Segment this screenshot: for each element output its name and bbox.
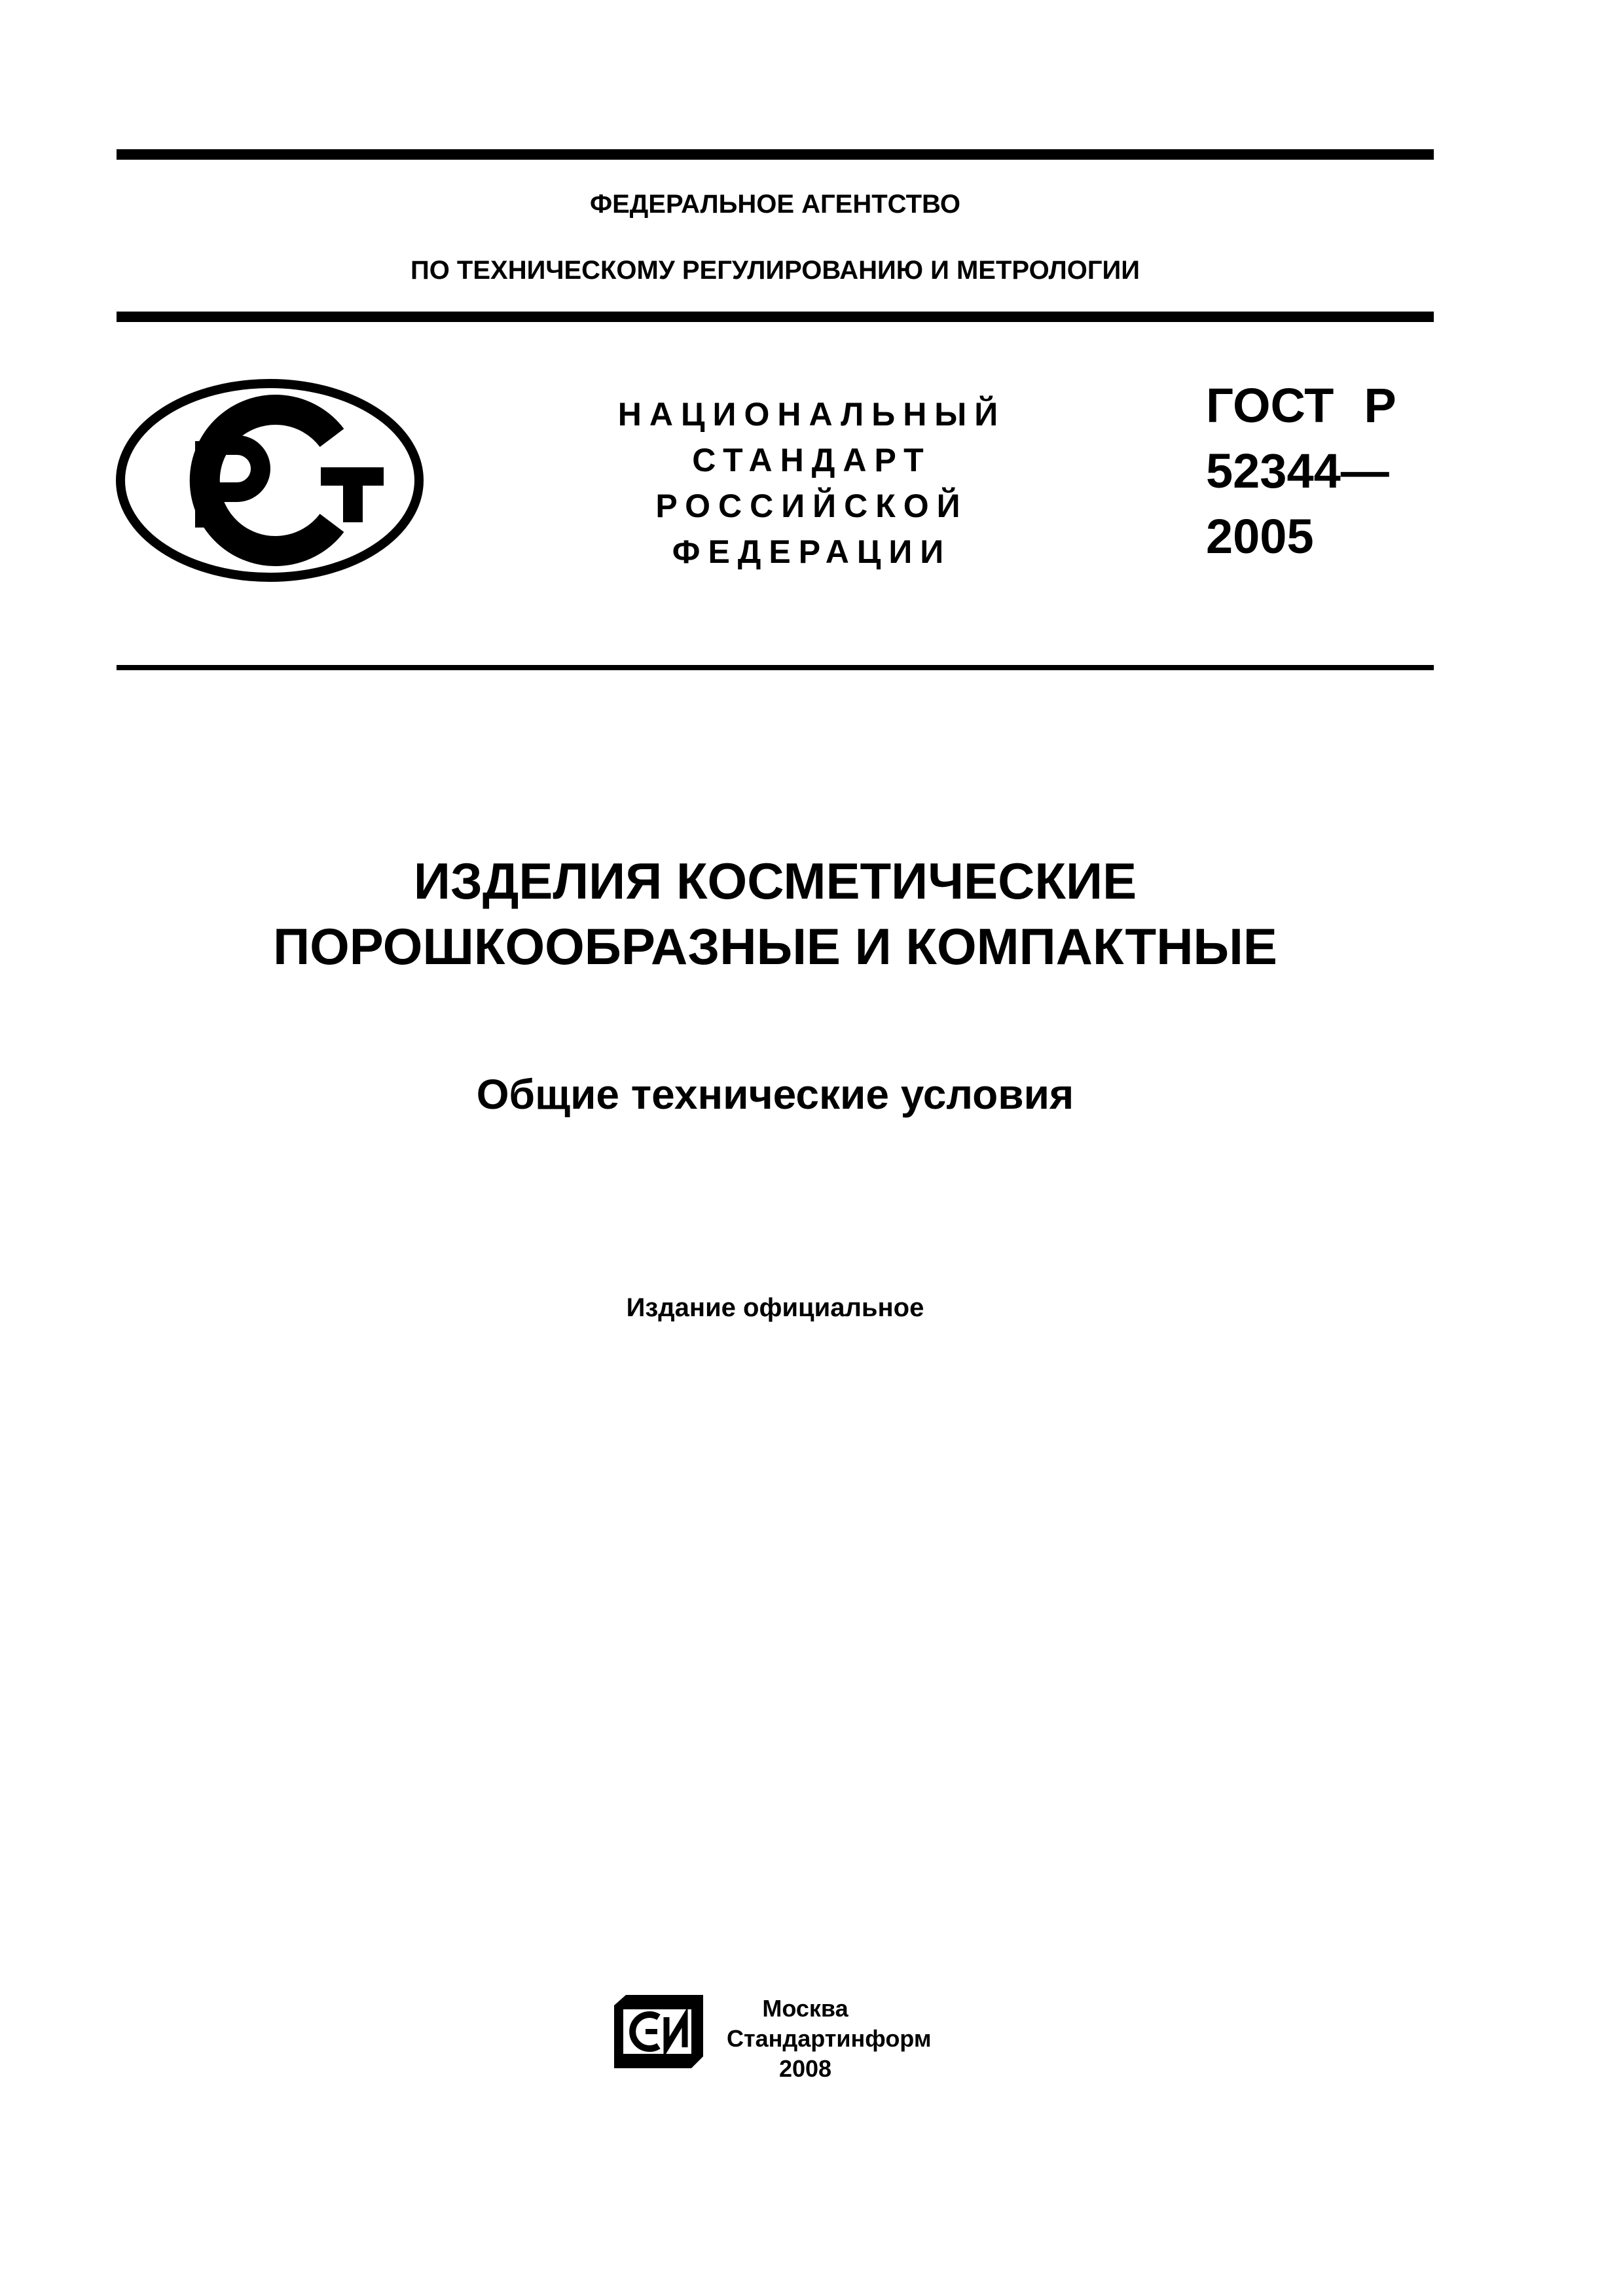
document-subtitle: Общие технические условия bbox=[476, 1071, 1074, 1118]
document-title bbox=[117, 848, 1434, 979]
gost-label: ГОСТ bbox=[1206, 378, 1334, 433]
national-standard-label bbox=[589, 391, 1034, 575]
gost-suffix: Р bbox=[1364, 378, 1396, 433]
header-bottom-rule bbox=[117, 665, 1434, 670]
document-title-line2: ПОРОШКООБРАЗНЫЕ И КОМПАКТНЫЕ bbox=[273, 918, 1277, 975]
standartinform-logo-icon bbox=[608, 1991, 706, 2072]
publisher-city: Москва bbox=[762, 1995, 848, 2022]
national-line-1: НАЦИОНАЛЬНЫЙ bbox=[617, 396, 1006, 433]
gost-designation bbox=[1206, 373, 1396, 569]
publisher-block bbox=[727, 1994, 932, 2084]
header-top-rule bbox=[117, 149, 1434, 160]
publisher-name: Стандартинформ bbox=[727, 2025, 932, 2052]
gost-year: 2005 bbox=[1206, 509, 1314, 564]
gost-number: 52344— bbox=[1206, 444, 1389, 498]
national-line-4: ФЕДЕРАЦИИ bbox=[672, 533, 952, 570]
rst-certification-logo-icon bbox=[113, 376, 427, 585]
agency-name-line1: ФЕДЕРАЛЬНОЕ АГЕНТСТВО bbox=[589, 190, 961, 219]
edition-label: Издание официальное bbox=[626, 1293, 924, 1322]
document-title-line1: ИЗДЕЛИЯ КОСМЕТИЧЕСКИЕ bbox=[413, 852, 1137, 910]
national-line-3: РОССИЙСКОЙ bbox=[655, 488, 968, 524]
publisher-year: 2008 bbox=[778, 2055, 832, 2082]
header-middle-rule bbox=[117, 312, 1434, 322]
national-line-2: СТАНДАРТ bbox=[692, 442, 932, 478]
agency-name-line2: ПО ТЕХНИЧЕСКОМУ РЕГУЛИРОВАНИЮ И МЕТРОЛОГИИ bbox=[410, 256, 1140, 285]
